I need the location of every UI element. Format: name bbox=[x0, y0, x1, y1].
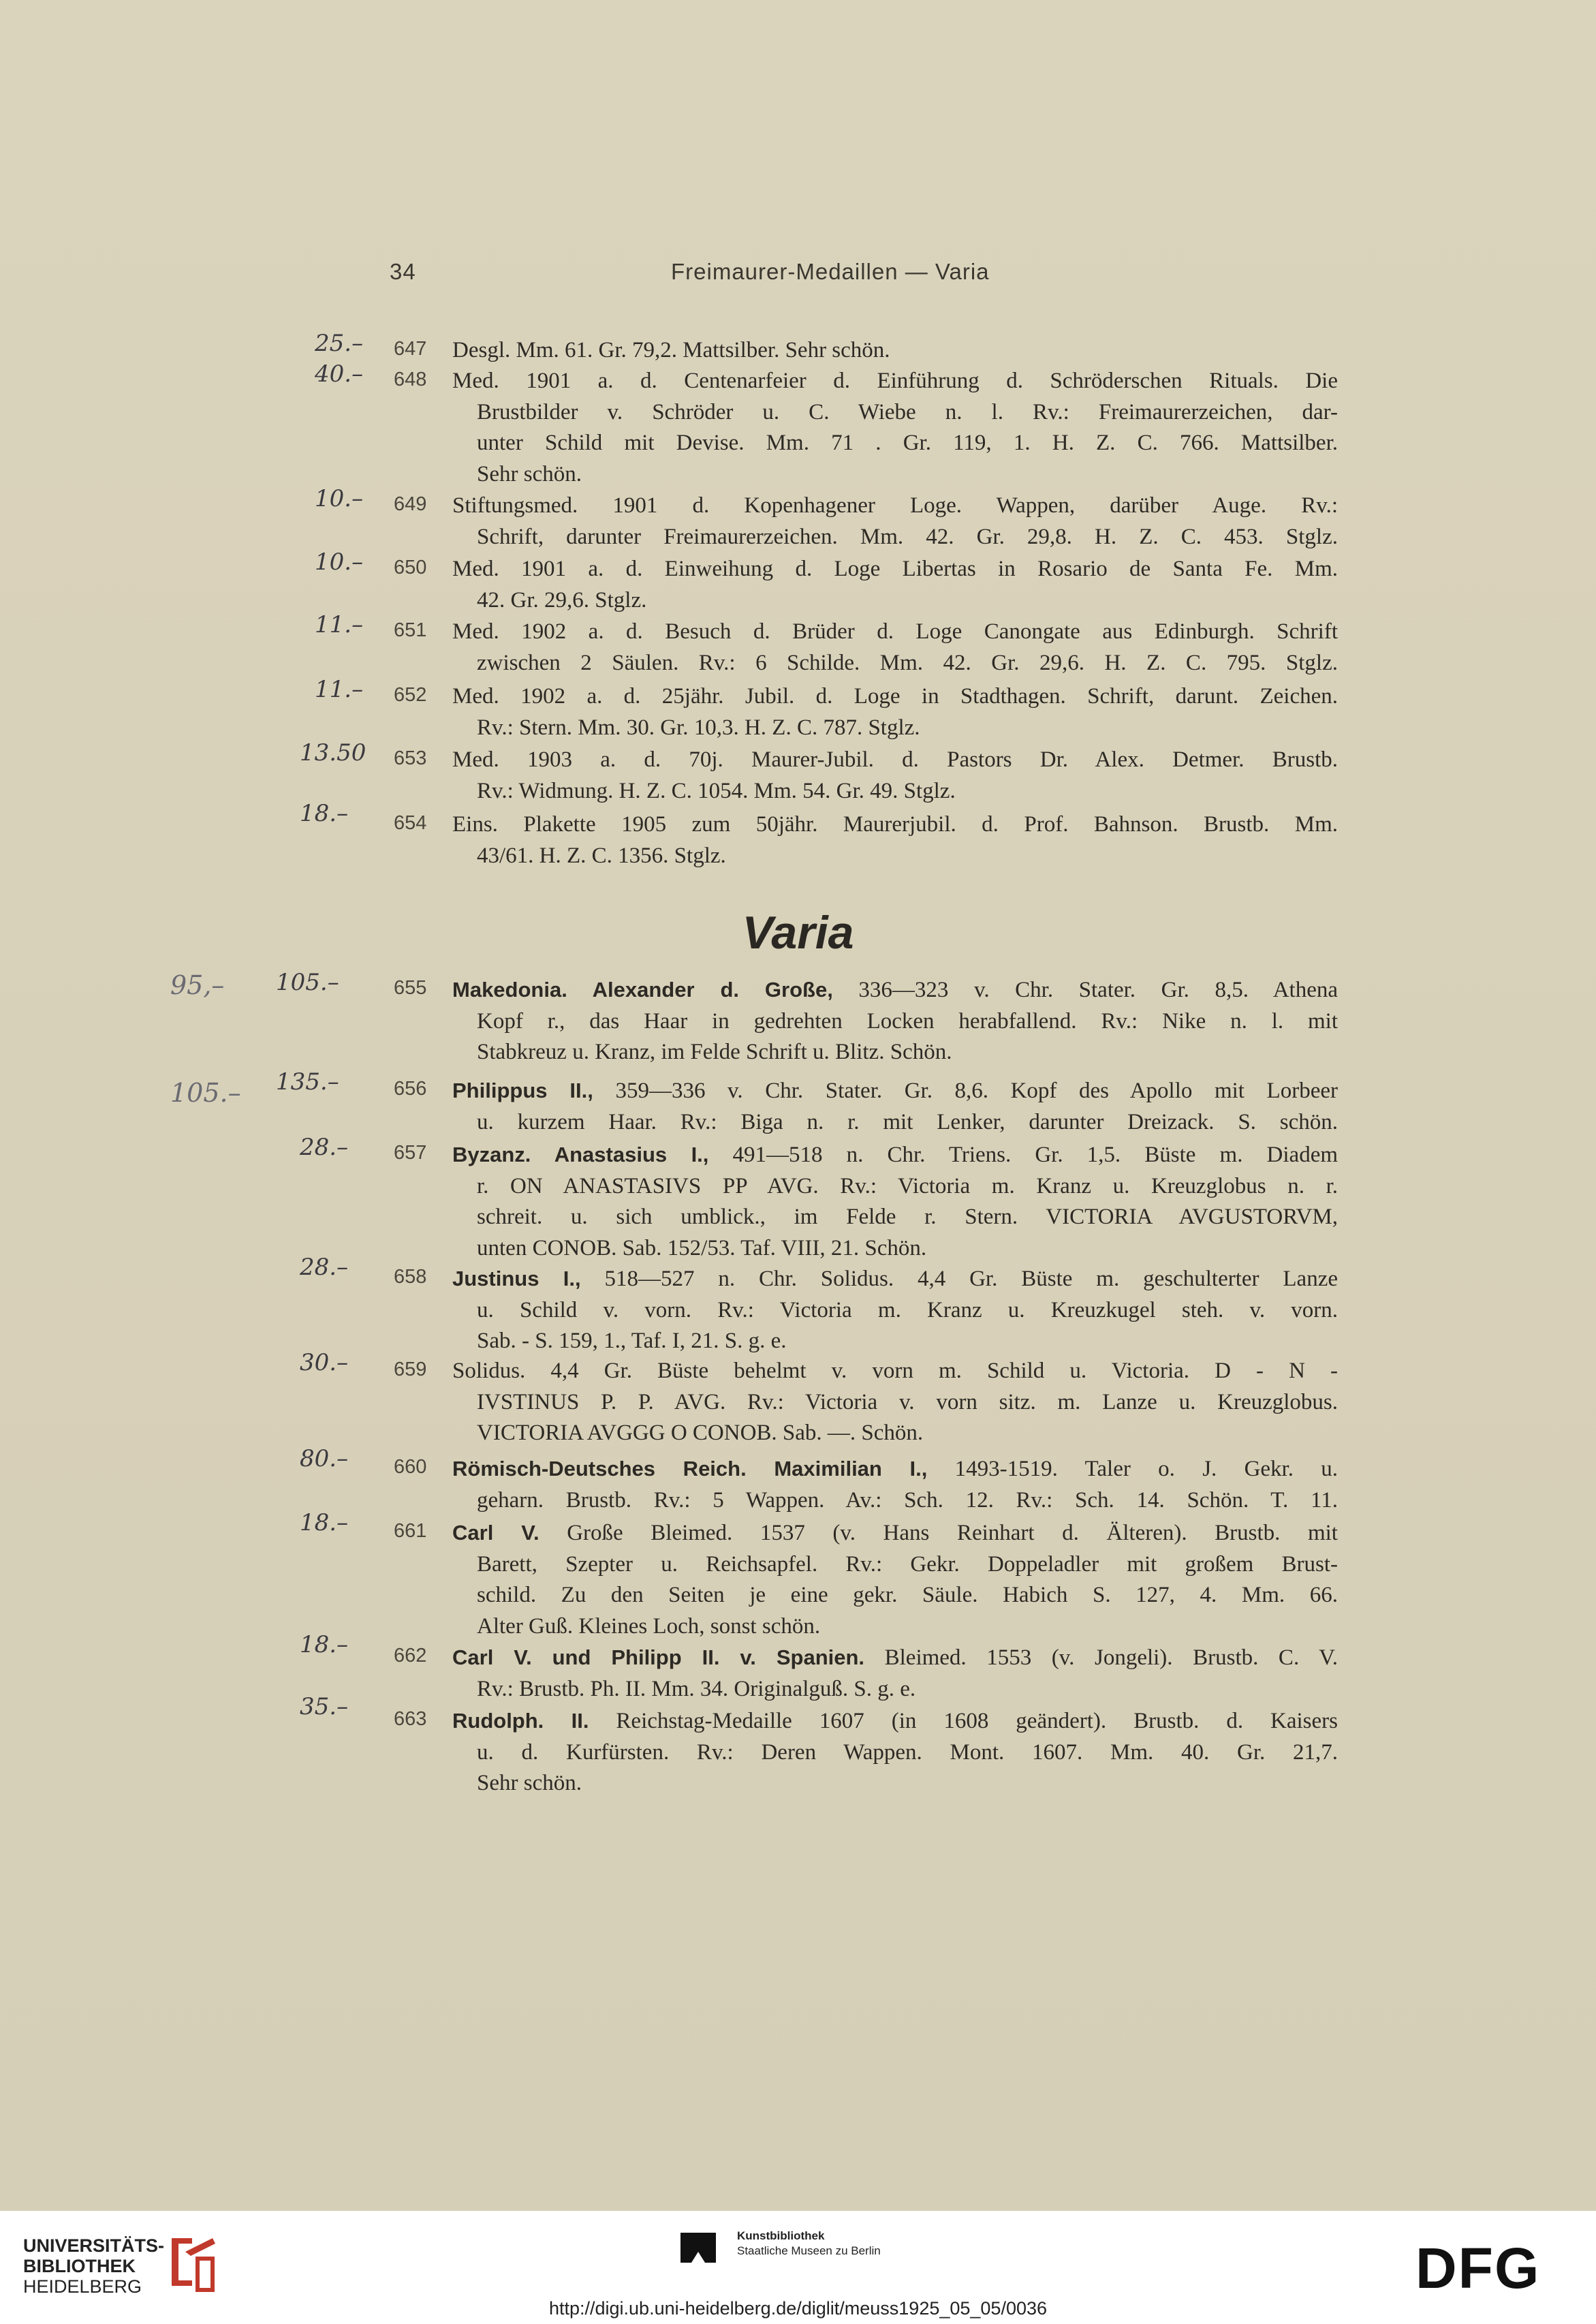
entry-line bbox=[452, 1139, 1338, 1171]
handwritten-price: 13.50 bbox=[300, 739, 366, 766]
entry-line: IVSTINUS P. P. AVG. Rv.: Victoria v. vorn sitz. m. Lanze u. Kreuzglobus. bbox=[477, 1389, 1338, 1414]
handwritten-price: 11.– bbox=[315, 611, 364, 638]
handwritten-price-old: 105.– bbox=[170, 1078, 241, 1108]
entry-line bbox=[452, 974, 1338, 1006]
lot-number: 661 bbox=[394, 1520, 427, 1542]
entry-text bbox=[452, 366, 1338, 490]
entry-line-rest: Große Bleimed. 1537 (v. Hans Reinhart d. Älteren). Brustb. mit bbox=[539, 1521, 1338, 1545]
entry-line: Eins. Plakette 1905 zum 50jähr. Maurerjubil. d. Prof. Bahnson. Brustb. Mm. bbox=[452, 812, 1338, 837]
entry-line: Med. 1901 a. d. Einweihung d. Loge Libertas in Rosario de Santa Fe. Mm. bbox=[452, 557, 1338, 581]
lot-number: 663 bbox=[394, 1708, 427, 1730]
entry-heading: Justinus I., bbox=[452, 1267, 581, 1290]
entry-line bbox=[452, 1517, 1338, 1549]
ub-line-1: UNIVERSITÄTS- bbox=[23, 2235, 165, 2256]
entry-text bbox=[452, 1356, 1338, 1449]
entry-line: Rv.: Brustb. Ph. II. Mm. 34. Originalguß. S. g. e. bbox=[477, 1676, 916, 1701]
handwritten-price: 10.– bbox=[315, 548, 364, 576]
entry-line: Med. 1901 a. d. Centenarfeier d. Einführung d. Schröderschen Rituals. Die bbox=[452, 369, 1338, 393]
entry-text bbox=[452, 1705, 1338, 1799]
entry-heading: Byzanz. Anastasius I., bbox=[452, 1143, 709, 1166]
lot-number: 652 bbox=[394, 684, 427, 706]
entry-line-rest: Reichstag-Medaille 1607 (in 1608 geändert). Brustb. d. Kaisers bbox=[589, 1709, 1338, 1733]
entry-line: Kopf r., das Haar in gedrehten Locken herabfallend. Rv.: Nike n. l. mit bbox=[477, 1008, 1338, 1034]
handwritten-price: 105.– bbox=[276, 969, 339, 996]
kb-line-1: Kunstbibliothek bbox=[737, 2229, 825, 2242]
entry-heading: Philippus II., bbox=[452, 1079, 593, 1102]
handwritten-price: 18.– bbox=[300, 1509, 349, 1536]
entry-text bbox=[452, 1139, 1338, 1264]
entry-text bbox=[452, 491, 1338, 553]
entry-text bbox=[452, 554, 1338, 616]
entry-text bbox=[452, 617, 1338, 679]
entry-text bbox=[452, 809, 1338, 871]
handwritten-price: 11.– bbox=[315, 676, 364, 703]
entry-text bbox=[452, 681, 1338, 743]
entry-line bbox=[452, 1642, 1338, 1674]
section-title: Varia bbox=[742, 907, 854, 959]
entry-line: u. kurzem Haar. Rv.: Biga n. r. mit Lenker, darunter Dreizack. S. schön. bbox=[477, 1109, 1338, 1134]
entry-line: schild. Zu den Seiten je eine gekr. Säule. Habich S. 127, 4. Mm. 66. bbox=[477, 1583, 1338, 1607]
entry-line: VICTORIA AVGGG O CONOB. Sab. —. Schön. bbox=[477, 1421, 924, 1445]
entry-line: 42. Gr. 29,6. Stglz. bbox=[477, 587, 647, 613]
lot-number: 653 bbox=[394, 747, 427, 769]
source-url[interactable]: http://digi.ub.uni-heidelberg.de/diglit/meuss1925_05_05/0036 bbox=[548, 2298, 1048, 2319]
entry-line: Stiftungsmed. 1901 d. Kopenhagener Loge. Wappen, darüber Auge. Rv.: bbox=[452, 493, 1338, 518]
lot-number: 658 bbox=[394, 1266, 427, 1288]
entry-line bbox=[452, 1705, 1338, 1737]
entry-line: u. Schild v. vorn. Rv.: Victoria m. Kranz u. Kreuzkugel steh. v. vorn. bbox=[477, 1297, 1338, 1322]
entry-line-rest: 359—336 v. Chr. Stater. Gr. 8,6. Kopf des Apollo mit Lorbeer bbox=[593, 1079, 1338, 1103]
ub-heidelberg-logo-text bbox=[23, 2235, 164, 2297]
kunstbibliothek-logo-icon bbox=[678, 2225, 719, 2272]
entry-line: Schrift, darunter Freimaurerzeichen. Mm. 42. Gr. 29,8. H. Z. C. 453. Stglz. bbox=[477, 524, 1338, 549]
lot-number: 650 bbox=[394, 557, 427, 578]
entry-line: Solidus. 4,4 Gr. Büste behelmt v. vorn m. Schild u. Victoria. D - N - bbox=[452, 1359, 1338, 1383]
lot-number: 649 bbox=[394, 493, 427, 515]
entry-line bbox=[452, 1263, 1338, 1295]
handwritten-price: 135.– bbox=[276, 1068, 339, 1096]
entry-heading: Römisch-Deutsches Reich. Maximilian I., bbox=[452, 1457, 928, 1481]
handwritten-price: 28.– bbox=[300, 1134, 349, 1161]
lot-number: 660 bbox=[394, 1456, 427, 1478]
lot-number: 656 bbox=[394, 1078, 427, 1100]
entry-line-rest: 1493-1519. Taler o. J. Gekr. u. bbox=[927, 1457, 1338, 1481]
digitization-footer bbox=[0, 2211, 1596, 2324]
entry-text bbox=[452, 974, 1338, 1068]
entry-text bbox=[452, 1517, 1338, 1642]
entry-line: Desgl. Mm. 61. Gr. 79,2. Mattsilber. Sehr schön. bbox=[452, 338, 890, 362]
entry-line: Barett, Szepter u. Reichsapfel. Rv.: Gekr. Doppeladler mit großem Brust- bbox=[477, 1551, 1338, 1577]
entry-line: Sehr schön. bbox=[477, 461, 582, 486]
entry-line: Sab. - S. 159, 1., Taf. I, 21. S. g. e. bbox=[477, 1329, 787, 1353]
entry-line: schreit. u. sich umblick., im Felde r. Stern. VICTORIA AVGUSTORVM, bbox=[477, 1205, 1338, 1229]
lot-number: 648 bbox=[394, 369, 427, 390]
entry-text bbox=[452, 1075, 1338, 1138]
entry-line: Rv.: Widmung. H. Z. C. 1054. Mm. 54. Gr. 49. Stglz. bbox=[477, 778, 956, 803]
entry-line bbox=[452, 1453, 1338, 1485]
handwritten-price: 40.– bbox=[315, 360, 364, 388]
entry-line: unten CONOB. Sab. 152/53. Taf. VIII, 21. Schön. bbox=[477, 1235, 927, 1260]
entry-line: Brustbilder v. Schröder u. C. Wiebe n. l. Rv.: Freimaurerzeichen, dar- bbox=[477, 399, 1338, 424]
entry-text bbox=[452, 1263, 1338, 1357]
entry-line: u. d. Kurfürsten. Rv.: Deren Wappen. Mont. 1607. Mm. 40. Gr. 21,7. bbox=[477, 1739, 1338, 1765]
entry-line: Med. 1902 a. d. Besuch d. Brüder d. Loge Canongate aus Edinburgh. Schrift bbox=[452, 619, 1338, 644]
entry-line bbox=[452, 1075, 1338, 1107]
entry-text bbox=[452, 335, 1338, 367]
entry-text bbox=[452, 1642, 1338, 1705]
entry-line: r. ON ANASTASIVS PP AVG. Rv.: Victoria m. Kranz u. Kreuzglobus n. r. bbox=[477, 1173, 1338, 1198]
running-title: Freimaurer-Medaillen — Varia bbox=[671, 259, 990, 284]
handwritten-price: 18.– bbox=[300, 1631, 349, 1658]
entry-line-rest: Bleimed. 1553 (v. Jongeli). Brustb. C. V. bbox=[864, 1645, 1338, 1670]
kb-line-2: Staatliche Museen zu Berlin bbox=[737, 2244, 881, 2257]
handwritten-price: 10.– bbox=[315, 485, 364, 512]
entry-heading: Carl V. bbox=[452, 1521, 539, 1545]
entry-line: Med. 1902 a. d. 25jähr. Jubil. d. Loge in Stadthagen. Schrift, darunt. Zeichen. bbox=[452, 684, 1338, 709]
entry-line: Stabkreuz u. Kranz, im Felde Schrift u. Blitz. Schön. bbox=[477, 1040, 952, 1064]
handwritten-price: 35.– bbox=[300, 1693, 349, 1720]
entry-heading: Rudolph. II. bbox=[452, 1709, 589, 1733]
entry-line: zwischen 2 Säulen. Rv.: 6 Schilde. Mm. 42. Gr. 29,6. H. Z. C. 795. Stglz. bbox=[477, 650, 1338, 675]
ub-heidelberg-logo-icon bbox=[158, 2231, 223, 2296]
entry-line: Med. 1903 a. d. 70j. Maurer-Jubil. d. Pastors Dr. Alex. Detmer. Brustb. bbox=[452, 747, 1338, 772]
entry-line: Sehr schön. bbox=[477, 1771, 582, 1795]
entry-heading: Makedonia. Alexander d. Große, bbox=[452, 978, 833, 1002]
lot-number: 662 bbox=[394, 1645, 427, 1667]
running-header bbox=[0, 259, 1596, 300]
dfg-logo: DFG bbox=[1415, 2236, 1541, 2300]
lot-number: 657 bbox=[394, 1142, 427, 1164]
page-number: 34 bbox=[390, 259, 416, 284]
ub-line-2: BIBLIOTHEK bbox=[23, 2256, 136, 2276]
entry-heading: Carl V. und Philipp II. v. Spanien. bbox=[452, 1645, 865, 1669]
handwritten-price-old: 95,– bbox=[170, 970, 225, 1000]
entry-line-rest: 491—518 n. Chr. Triens. Gr. 1,5. Büste m. Diadem bbox=[708, 1143, 1339, 1167]
lot-number: 659 bbox=[394, 1359, 427, 1380]
lot-number: 654 bbox=[394, 812, 427, 834]
entry-text bbox=[452, 745, 1338, 807]
entry-line: 43/61. H. Z. C. 1356. Stglz. bbox=[477, 843, 726, 868]
handwritten-price: 18.– bbox=[300, 800, 349, 827]
lot-number: 651 bbox=[394, 619, 427, 641]
handwritten-price: 28.– bbox=[300, 1254, 349, 1281]
entry-line: unter Schild mit Devise. Mm. 71 . Gr. 119, 1. H. Z. C. 766. Mattsilber. bbox=[477, 431, 1338, 455]
entry-line: geharn. Brustb. Rv.: 5 Wappen. Av.: Sch. 12. Rv.: Sch. 14. Schön. T. 11. bbox=[477, 1487, 1338, 1513]
handwritten-price: 30.– bbox=[300, 1349, 349, 1376]
entry-line-rest: 336—323 v. Chr. Stater. Gr. 8,5. Athena bbox=[832, 978, 1338, 1002]
ub-line-3: HEIDELBERG bbox=[23, 2276, 142, 2297]
kunstbibliothek-text bbox=[737, 2229, 881, 2259]
entry-line: Rv.: Stern. Mm. 30. Gr. 10,3. H. Z. C. 787. Stglz. bbox=[477, 715, 920, 740]
handwritten-price: 80.– bbox=[300, 1445, 349, 1472]
entry-text bbox=[452, 1453, 1338, 1516]
lot-number: 647 bbox=[394, 338, 427, 360]
entry-line-rest: 518—527 n. Chr. Solidus. 4,4 Gr. Büste m. geschulterter Lanze bbox=[580, 1267, 1339, 1291]
entry-line: Alter Guß. Kleines Loch, sonst schön. bbox=[477, 1613, 821, 1639]
handwritten-price: 25.– bbox=[315, 330, 364, 357]
lot-number: 655 bbox=[394, 977, 427, 999]
